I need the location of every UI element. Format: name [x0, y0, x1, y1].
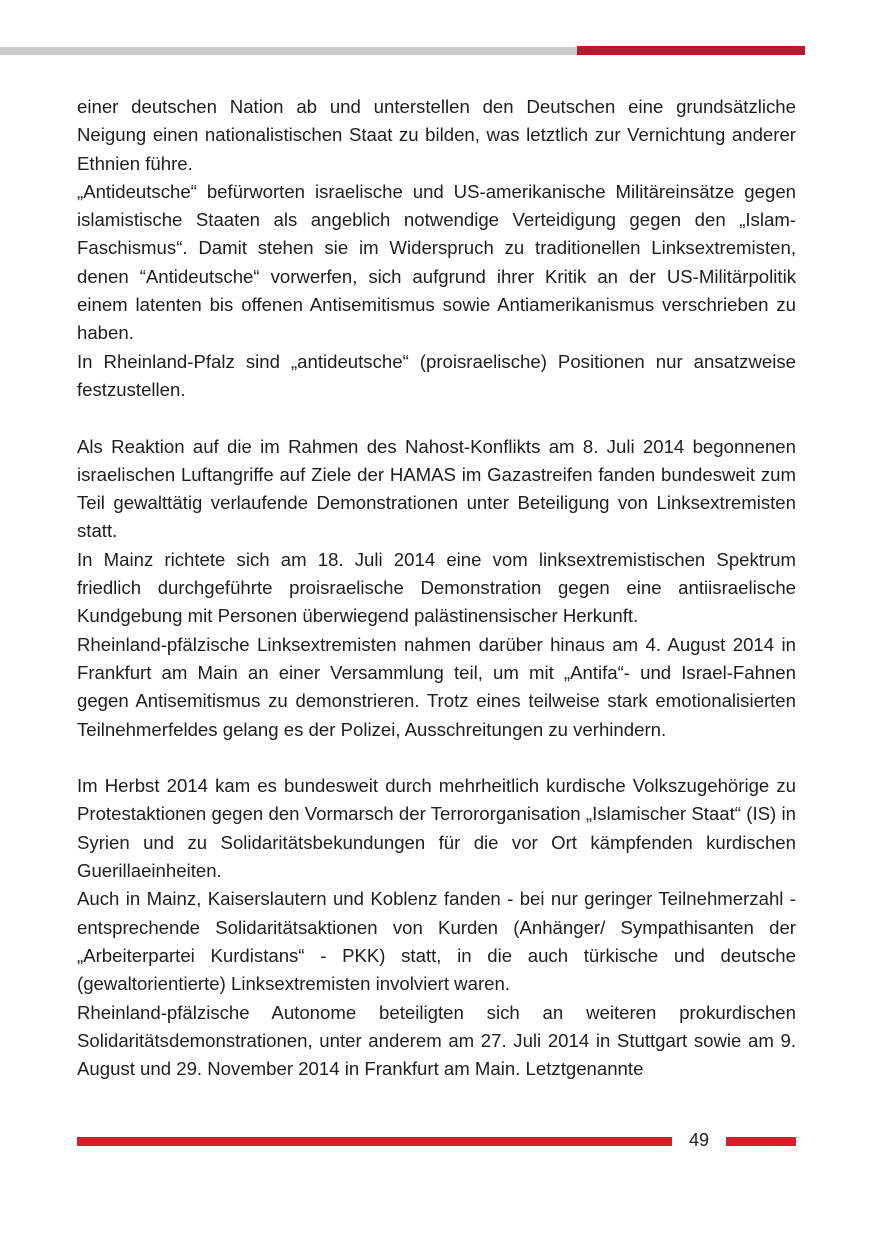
- paragraph: In Rheinland-Pfalz sind „antideutsche“ (proisraelische) Positionen nur ansatzweise festzustellen.: [77, 350, 796, 400]
- header-rule-accent: [577, 46, 805, 55]
- paragraph: In Mainz richtete sich am 18. Juli 2014 eine vom linksextremistischen Spektrum friedlich durchgeführte proisraelische Demonstration gegen eine antiisraelische Kundgebung mit Personen überwiegend palästinensischer Herkunft.: [77, 548, 796, 627]
- page-number: 49: [688, 1130, 710, 1150]
- paragraph-spacer: [77, 744, 796, 772]
- paragraph: Rheinland-pfälzische Linksextremisten nahmen darüber hinaus am 4. August 2014 in Frankfurt am Main an einer Versammlung teil, um mit „Antifa“- und Israel-Fahnen gegen Antisemitismus zu demonstrieren. Trotz eines teilweise stark emotionalisierten Teilnehmerfeldes gelang es der Polizei, Ausschreitungen zu verhindern.: [77, 633, 796, 740]
- header-rule-gray: [0, 47, 577, 55]
- page-body: [77, 93, 796, 1083]
- footer-rule-left: [77, 1137, 672, 1146]
- footer-rule-right: [726, 1137, 796, 1146]
- paragraph: Auch in Mainz, Kaiserslautern und Koblenz fanden - bei nur geringer Teilnehmerzahl - entsprechende Solidaritätsaktionen von Kurden (Anhänger/ Sympathisanten der „Arbeiterpartei Kurdistans“ - PKK) statt, in die auch türkische und deutsche (gewaltorientierte) Linksextremisten involviert waren.: [77, 888, 796, 995]
- paragraph: Im Herbst 2014 kam es bundesweit durch mehrheitlich kurdische Volkszugehörige zu Protestaktionen gegen den Vormarsch der Terrororganisation „Islamischer Staat“ (IS) in Syrien und zu Solidaritätsbekundungen für die vor Ort kämpfenden kurdischen Guerillaeinheiten.: [77, 775, 796, 882]
- paragraph: Rheinland-pfälzische Autonome beteiligten sich an weiteren prokurdischen Solidaritätsdemonstrationen, unter anderem am 27. Juli 2014 in Stuttgart sowie am 9. August und 29. November 2014 in Frankfurt am Main. Letztgenannte: [77, 1001, 796, 1080]
- paragraph: einer deutschen Nation ab und unterstellen den Deutschen eine grundsätzliche Neigung einen nationalistischen Staat zu bilden, was letztlich zur Vernichtung anderer Ethnien führe.: [77, 96, 796, 174]
- paragraph: „Antideutsche“ befürworten israelische und US-amerikanische Militäreinsätze gegen islamistische Staaten als angeblich notwendige Verteidigung gegen den „Islam-Faschismus“. Damit stehen sie im Widerspruch zu traditionellen Linksextremisten, denen “Antideutsche“ vorwerfen, sich aufgrund ihrer Kritik an der US-Militärpolitik einem latenten bis offenen Antisemitismus sowie Antiamerikanismus verschrieben zu haben.: [77, 180, 796, 344]
- paragraph: Als Reaktion auf die im Rahmen des Nahost-Konflikts am 8. Juli 2014 begonnenen israelischen Luftangriffe auf Ziele der HAMAS im Gazastreifen fanden bundesweit zum Teil gewalttätig verlaufende Demonstrationen unter Beteiligung von Linksextremisten statt.: [77, 435, 796, 542]
- paragraph-spacer: [77, 404, 796, 432]
